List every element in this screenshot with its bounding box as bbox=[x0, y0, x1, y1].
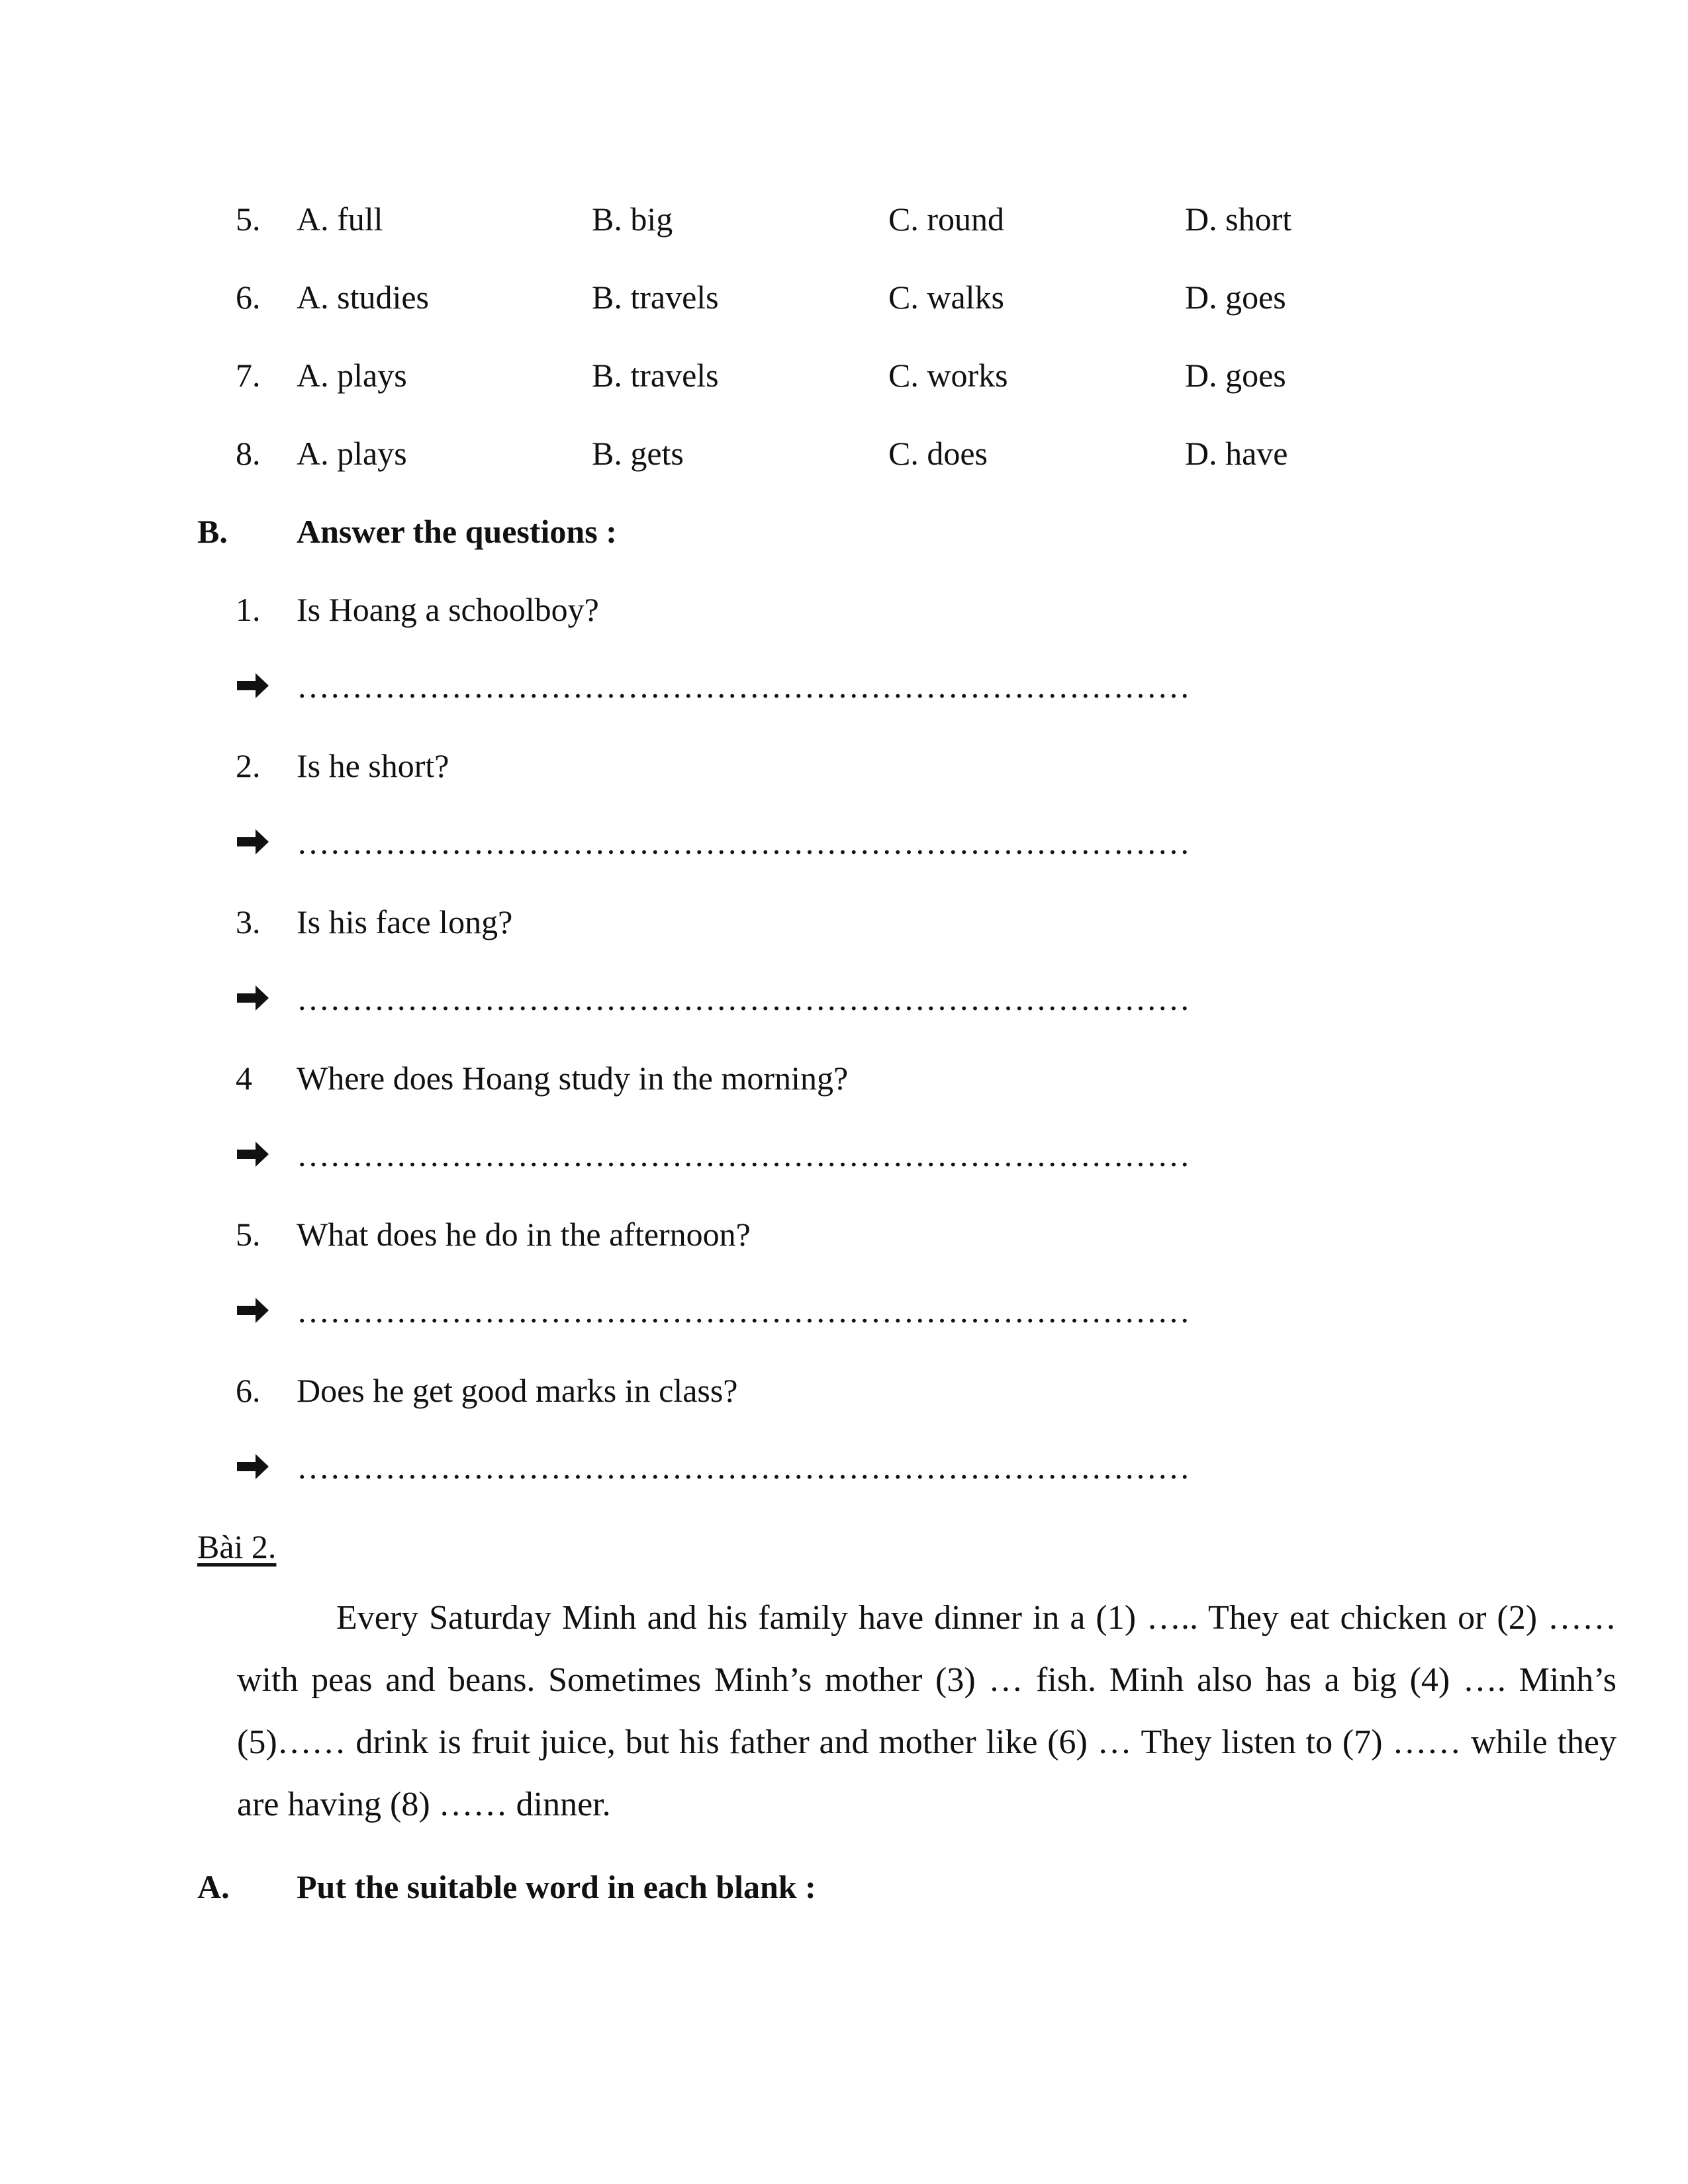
question-number: 2. bbox=[236, 747, 261, 784]
right-arrow-icon bbox=[236, 670, 270, 701]
mcq-option-d: D. goes bbox=[1185, 279, 1286, 316]
question-number: 5. bbox=[236, 1216, 261, 1253]
question-text: Is his face long? bbox=[297, 903, 513, 940]
mcq-option-a: A. full bbox=[297, 201, 383, 238]
right-arrow-icon bbox=[236, 1139, 270, 1169]
mcq-option-c: C. works bbox=[888, 357, 1008, 394]
answer-dots[interactable]: ……………………………………………………………………… bbox=[297, 980, 1190, 1017]
mcq-number: 7. bbox=[236, 357, 261, 394]
question-number: 6. bbox=[236, 1372, 261, 1409]
mcq-option-b: B. travels bbox=[592, 279, 719, 316]
right-arrow-icon bbox=[236, 1295, 270, 1326]
mcq-option-b: B. big bbox=[592, 201, 673, 238]
answer-dots[interactable]: ……………………………………………………………………… bbox=[297, 668, 1190, 705]
answer-dots[interactable]: ……………………………………………………………………… bbox=[297, 1136, 1190, 1173]
section-title: Put the suitable word in each blank : bbox=[297, 1868, 816, 1905]
mcq-option-d: D. short bbox=[1185, 201, 1292, 238]
right-arrow-icon bbox=[236, 983, 270, 1013]
mcq-option-d: D. have bbox=[1185, 435, 1288, 472]
answer-dots[interactable]: ……………………………………………………………………… bbox=[297, 1293, 1190, 1330]
mcq-option-d: D. goes bbox=[1185, 357, 1286, 394]
answer-dots[interactable]: ……………………………………………………………………… bbox=[297, 824, 1190, 861]
question-text: Where does Hoang study in the morning? bbox=[297, 1060, 849, 1097]
section-letter: B. bbox=[197, 513, 228, 550]
reading-passage bbox=[237, 1587, 1617, 1836]
passage-text: Every Saturday Minh and his family have dinner in a (1) ….. They eat chicken or (2) …… with peas and beans. Sometimes Minh’s mother (3) … fish. Minh also has a big (4) …. Minh’s (5)…… drink is fruit juice, but his father and mother like (6) … They listen to (7) …… while they are having (8) …… dinner. bbox=[237, 1599, 1617, 1823]
section-title: Answer the questions : bbox=[297, 513, 617, 550]
mcq-option-b: B. travels bbox=[592, 357, 719, 394]
mcq-number: 8. bbox=[236, 435, 261, 472]
question-number: 4 bbox=[236, 1060, 252, 1097]
question-text: Does he get good marks in class? bbox=[297, 1372, 738, 1409]
exercise-heading: Bài 2. bbox=[197, 1528, 277, 1565]
mcq-number: 6. bbox=[236, 279, 261, 316]
question-number: 3. bbox=[236, 903, 261, 940]
question-text: Is he short? bbox=[297, 747, 449, 784]
question-text: What does he do in the afternoon? bbox=[297, 1216, 751, 1253]
mcq-number: 5. bbox=[236, 201, 261, 238]
mcq-option-c: C. round bbox=[888, 201, 1004, 238]
section-letter: A. bbox=[197, 1868, 230, 1905]
mcq-option-a: A. plays bbox=[297, 357, 407, 394]
answer-dots[interactable]: ……………………………………………………………………… bbox=[297, 1449, 1190, 1486]
mcq-option-c: C. does bbox=[888, 435, 988, 472]
right-arrow-icon bbox=[236, 1451, 270, 1482]
right-arrow-icon bbox=[236, 827, 270, 857]
mcq-option-b: B. gets bbox=[592, 435, 684, 472]
mcq-option-c: C. walks bbox=[888, 279, 1004, 316]
question-number: 1. bbox=[236, 591, 261, 628]
mcq-option-a: A. plays bbox=[297, 435, 407, 472]
mcq-option-a: A. studies bbox=[297, 279, 429, 316]
question-text: Is Hoang a schoolboy? bbox=[297, 591, 599, 628]
